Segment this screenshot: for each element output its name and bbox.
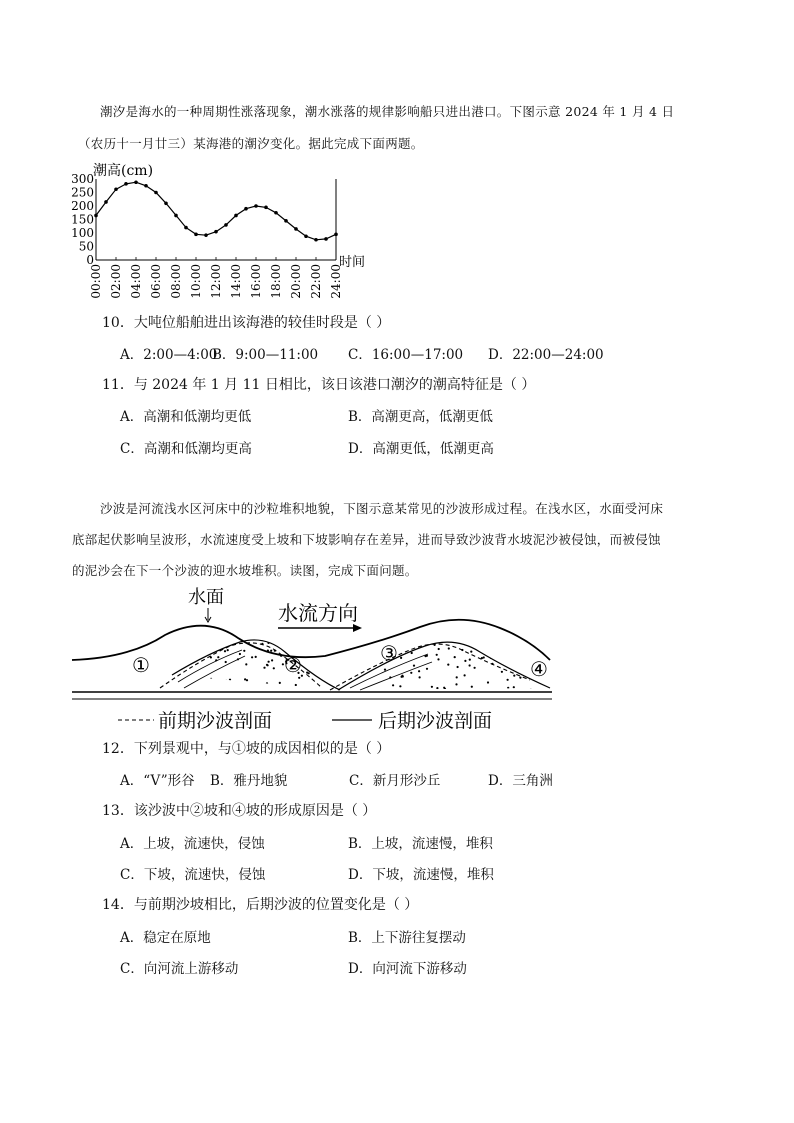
sand-dot — [210, 678, 212, 680]
sand-dot — [515, 658, 517, 660]
sand-dot — [479, 689, 481, 691]
sand-dot — [437, 658, 439, 660]
sand-dot — [290, 642, 292, 644]
q10-option-a[interactable]: A．2:00—4:00 — [120, 347, 218, 363]
sand-dot — [438, 648, 440, 650]
sand-dot — [279, 682, 281, 684]
q13-option-d[interactable]: D．下坡，流速慢，堆积 — [348, 867, 494, 883]
sand-dot — [296, 645, 298, 647]
sand-dot — [270, 650, 272, 652]
tide-data-point — [244, 207, 248, 211]
sand-wave-diagram — [60, 580, 570, 740]
flow-direction-label: 水流方向 — [278, 601, 358, 625]
sand-dot — [217, 656, 219, 658]
x-tick-label: 04:00 — [129, 264, 143, 299]
tide-data-point — [174, 214, 178, 218]
sand-dot — [400, 657, 402, 659]
tide-data-point — [114, 187, 118, 191]
sand-dot — [251, 656, 253, 658]
sand-dot — [219, 684, 221, 686]
legend-early-label: 前期沙波剖面 — [158, 710, 273, 732]
x-tick-label: 18:00 — [269, 264, 283, 299]
sand-dot — [532, 641, 534, 643]
tide-data-point — [144, 184, 148, 188]
sand-dot — [266, 682, 268, 684]
sand-dot — [519, 677, 521, 679]
layer-line-1b — [184, 656, 245, 688]
q14-option-a[interactable]: A．稳定在原地 — [120, 930, 211, 946]
sand-dot — [399, 685, 401, 687]
sand-dot — [244, 678, 246, 680]
q11-stem: 11．与 2024 年 1 月 11 日相比，该日该港口潮汐的潮高特征是（ ） — [102, 377, 536, 393]
q13-option-b[interactable]: B．上坡，流速慢，堆积 — [348, 836, 493, 852]
sand-dot — [520, 645, 522, 647]
tide-data-point — [164, 202, 168, 206]
tide-data-point — [324, 237, 328, 241]
legend-late-label: 后期沙波剖面 — [378, 710, 493, 732]
sand-dot — [240, 685, 242, 687]
tide-data-point — [284, 219, 288, 223]
sand-dot — [530, 688, 532, 690]
q12-option-c[interactable]: C．新月形沙丘 — [349, 773, 441, 789]
sand-dot — [469, 659, 471, 661]
late-profile-2 — [338, 642, 550, 690]
sand-dot — [243, 650, 245, 652]
q11-option-b[interactable]: B．高潮更高，低潮更低 — [348, 409, 493, 425]
q12-option-a[interactable]: A．“V”形谷 — [120, 773, 195, 789]
sand-dot — [266, 664, 268, 666]
water-surface-label: 水面 — [188, 587, 224, 608]
sand-dot — [219, 687, 221, 689]
q14-option-c[interactable]: C．向河流上游移动 — [120, 961, 239, 977]
sand-dot — [457, 666, 459, 668]
sand-dot — [419, 676, 421, 678]
tide-data-point — [304, 234, 308, 238]
sand-dot — [435, 636, 437, 638]
q12-option-b[interactable]: B．雅丹地貌 — [210, 773, 288, 789]
sand-dot — [471, 686, 473, 688]
q13-option-c[interactable]: C．下坡，流速快，侵蚀 — [120, 867, 266, 883]
tide-data-point — [104, 200, 108, 204]
y-tick-label: 300 — [71, 172, 94, 186]
q14-option-d[interactable]: D．向河流下游移动 — [348, 961, 467, 977]
sand-dot — [507, 687, 509, 689]
sand-dot — [267, 650, 269, 652]
sand-dot — [224, 650, 226, 652]
y-tick-label: 250 — [71, 185, 94, 200]
sand-dot — [268, 684, 270, 686]
sand-dot — [244, 689, 246, 691]
tide-chart — [71, 158, 385, 308]
sand-dot — [271, 659, 273, 661]
sand-dot — [431, 686, 433, 688]
sand-dot — [246, 679, 248, 681]
sand-dot — [418, 670, 420, 672]
q14-stem: 14．与前期沙坡相比，后期沙波的位置变化是（ ） — [102, 897, 419, 913]
tide-data-point — [234, 214, 238, 218]
sand-dot — [436, 687, 438, 689]
tide-data-point — [314, 238, 318, 242]
sand-dot — [298, 677, 300, 679]
sand-dot — [232, 640, 234, 642]
sand-dot — [513, 675, 515, 677]
sand-dot — [239, 653, 241, 655]
tide-data-point — [254, 204, 258, 208]
sand-dot — [454, 640, 456, 642]
sand-dot — [507, 679, 509, 681]
sand-dot — [306, 672, 308, 674]
sand-dot — [281, 638, 283, 640]
sand-dot — [333, 647, 335, 649]
sand-dot — [268, 661, 270, 663]
q14-option-b[interactable]: B．上下游往复摆动 — [348, 930, 466, 946]
sand-dot — [426, 668, 428, 670]
sand-dot — [454, 639, 456, 641]
sand-dot — [503, 663, 505, 665]
x-tick-label: 20:00 — [289, 264, 303, 299]
tide-data-point — [134, 180, 138, 184]
x-tick-label: 06:00 — [149, 264, 163, 299]
sand-dot — [469, 664, 471, 666]
q10-stem: 10．大吨位船舶进出该海港的较佳时段是（ ） — [102, 315, 391, 331]
tide-data-point — [194, 233, 198, 237]
sand-dot — [306, 644, 308, 646]
intro2-line1: 沙波是河流浅水区河床中的沙粒堆积地貌，下图示意某常见的沙波形成过程。在浅水区，水面受河床 — [100, 501, 664, 516]
q13-option-a[interactable]: A．上坡，流速快，侵蚀 — [120, 836, 265, 852]
x-tick-label: 10:00 — [189, 264, 203, 299]
sand-dot — [501, 671, 503, 673]
x-tick-label: 00:00 — [89, 264, 103, 299]
tide-data-point — [184, 226, 188, 230]
sand-dot — [245, 663, 247, 665]
layer-line-2b — [360, 662, 432, 690]
sand-dot — [227, 649, 229, 651]
sand-dot — [491, 644, 493, 646]
q13-stem: 13．该沙波中②坡和④坡的形成原因是（ ） — [102, 803, 377, 819]
sand-dot — [239, 682, 241, 684]
y-tick-label: 0 — [86, 253, 94, 267]
sand-dot — [225, 661, 227, 663]
x-tick-label: 22:00 — [309, 264, 323, 299]
x-tick-label: 12:00 — [209, 264, 223, 299]
marker-slope-1: ① — [132, 653, 150, 677]
sand-dot — [436, 654, 438, 656]
tide-data-point — [94, 214, 98, 218]
q10-option-d[interactable]: D．22:00—24:00 — [488, 347, 604, 363]
sand-dot — [319, 645, 321, 647]
sand-dot — [295, 684, 297, 686]
sand-dot — [513, 686, 515, 688]
sand-dot — [443, 687, 445, 689]
sand-dot — [255, 656, 257, 658]
sand-dot — [321, 689, 323, 691]
tide-data-point — [294, 227, 298, 231]
x-tick-label: 14:00 — [229, 264, 243, 299]
sand-dot — [294, 641, 296, 643]
x-tick-label: 08:00 — [169, 264, 183, 299]
y-tick-label: 150 — [71, 212, 94, 227]
sand-dot — [401, 675, 403, 677]
sand-dot — [325, 651, 327, 653]
x-tick-label: 16:00 — [249, 264, 263, 299]
tide-data-point — [274, 211, 278, 215]
sand-dot — [212, 645, 214, 647]
q11-option-a[interactable]: A．高潮和低潮均更低 — [120, 409, 252, 425]
y-tick-label: 200 — [71, 199, 94, 213]
sand-dot — [273, 640, 275, 642]
q12-stem: 12．下列景观中，与①坡的成因相似的是（ ） — [102, 741, 391, 757]
sand-dot — [474, 667, 476, 669]
sand-dot — [263, 667, 265, 669]
sand-dot — [457, 689, 459, 691]
intro1-line1: 潮汐是海水的一种周期性涨落现象，潮水涨落的规律影响船只进出港口。下图示意 2024 年 1 月 4 日 — [100, 104, 675, 119]
tide-data-point — [224, 223, 228, 227]
flow-direction-arrowhead — [353, 624, 362, 632]
sand-dot — [445, 637, 447, 639]
sand-dot — [229, 679, 231, 681]
sand-dot — [447, 664, 449, 666]
tide-data-point — [214, 230, 218, 234]
intro2-line2: 底部起伏影响呈波形，水流速度受上坡和下坡影响存在差异，进而导致沙波背水坡泥沙被侵蚀，而被侵蚀 — [72, 532, 661, 547]
sand-dot — [411, 652, 413, 654]
q11-option-c[interactable]: C．高潮和低潮均更高 — [120, 441, 252, 457]
marker-slope-4: ④ — [530, 657, 548, 681]
tide-data-point — [264, 206, 268, 210]
sand-dot — [464, 660, 466, 662]
tide-data-point — [204, 233, 208, 237]
sand-dot — [384, 669, 386, 671]
sand-dot — [410, 672, 412, 674]
sand-dot — [524, 637, 526, 639]
sand-dot — [448, 647, 450, 649]
sand-dot — [487, 681, 489, 683]
intro1-line2: （农历十一月廿三）某海港的潮汐变化。据此完成下面两题。 — [78, 136, 424, 151]
marker-slope-3: ③ — [380, 641, 398, 665]
q11-option-d[interactable]: D．高潮更低，低潮更高 — [348, 441, 494, 457]
sand-dot — [456, 676, 458, 678]
sand-dot — [483, 656, 485, 658]
chart-xlabel: 时间 — [339, 255, 366, 270]
x-tick-label: 02:00 — [109, 264, 123, 299]
sand-dot — [494, 644, 496, 646]
sand-dot — [464, 674, 466, 676]
tide-data-point — [154, 191, 158, 195]
tide-data-point — [334, 233, 338, 237]
sand-dot — [454, 656, 456, 658]
q12-option-d[interactable]: D．三角洲 — [488, 773, 553, 789]
sand-dot — [455, 683, 457, 685]
tide-data-point — [124, 182, 128, 186]
y-tick-label: 50 — [78, 239, 94, 254]
sand-dot — [230, 637, 232, 639]
sand-dot — [413, 665, 415, 667]
sand-dot — [273, 667, 275, 669]
sand-dot — [225, 680, 227, 682]
x-tick-label: 24:00 — [329, 264, 343, 299]
sand-dot — [220, 638, 222, 640]
sand-dot — [470, 651, 472, 653]
sand-dot — [312, 644, 314, 646]
chart-ylabel: 潮高(cm) — [93, 163, 154, 179]
sand-dot — [392, 684, 394, 686]
marker-slope-2: ② — [284, 653, 302, 677]
sand-dot — [231, 639, 233, 641]
sand-dot — [432, 636, 434, 638]
q10-option-c[interactable]: C．16:00—17:00 — [348, 347, 464, 363]
y-tick-label: 100 — [71, 226, 94, 240]
intro2-line3: 的泥沙会在下一个沙波的迎水坡堆积。读图，完成下面问题。 — [72, 563, 418, 578]
q10-option-b[interactable]: B．9:00—11:00 — [212, 347, 319, 363]
